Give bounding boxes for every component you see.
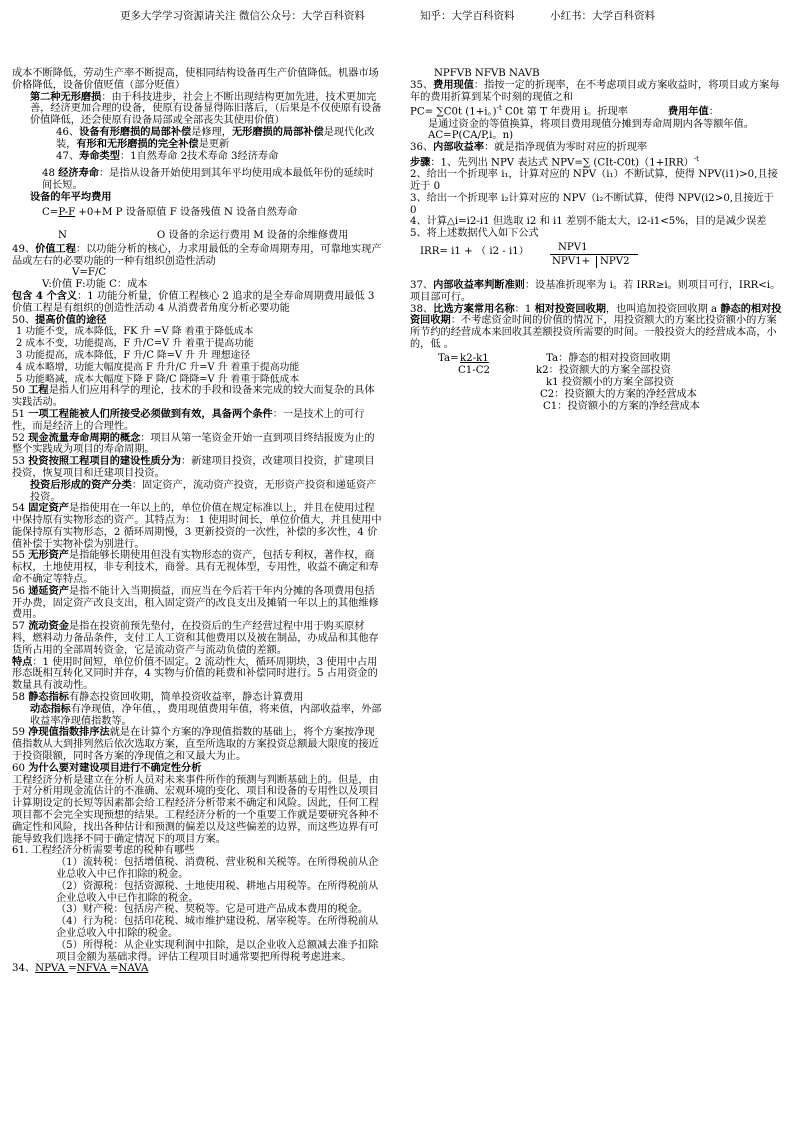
- para-annual-cost: 是通过资金的等值换算，将项目费用现值分摊到寿命周期内各等额年值。 AC=P(CA/P,i。n): [428, 118, 754, 142]
- right-column: [410, 68, 782, 411]
- tax-4: （4）行为税：包括印花税、城市维护建设税、屠宰税等。在所得税前从企业总收入中扣除的税金。: [56, 916, 379, 939]
- para-51: 51 一项工程能被人们所接受必须做到有效，具备两个条件：一是技术上的可行性，而是经济上的合理性。: [12, 407, 365, 432]
- header-wechat: 更多大学学习资源请关注 微信公众号：大学百科资料: [120, 10, 365, 22]
- formula-annual-cost: C=P-F +0+M P 设备原值 F 设备残值 N 设备自然寿命: [42, 206, 298, 218]
- path-4: 4 成本略增，功能大幅度提高 F 升升/C 升=V 升 着重于提高功能: [16, 361, 300, 373]
- para-57: 57 流动资金是指在投资前预先垫付，在投资后的生产经营过程中用于购买原材料，燃料动力备品条件，支付工人工资和其他费用以及被在制品，办成品和其他存货所占用的全部周转资金，它是流动资产与流动负债的差额。: [12, 620, 379, 656]
- page-header: [0, 8, 793, 24]
- para-46: 46、设备有形磨损的局部补偿是修理，无形磨损的局部补偿是现代化改装，有形和无形磨损的完全补偿是更新: [56, 125, 375, 150]
- step-3: 3、给出一个折现率 i₂计算对应的 NPV（i₂不断试算，使得 NPV(i2>0,且接近于 0: [410, 192, 774, 216]
- formula-annual-cost-vars: N O 设备的余运行费用 M 设备的余维修费用: [58, 229, 349, 241]
- step-2: 2、给出一个折现率 i₁，计算对应的 NPV（i₁）不断试算，使得 NPV(i1)>0,且接近于 0: [410, 169, 778, 192]
- para-38: 38、比选方案常用名称：1 相对投资回收期，也叫追加投资回收期 a 静态的相对投资回收期：不考虑资金时间的价值的情况下，用投资额大的方案比投资额小的方案所节约的经营成本来回收其差额投资所需要的时间。一般投资大的经营成本高，小的，低 。: [410, 302, 782, 350]
- formula-value-vars: V:价值 F:功能 C：成本: [42, 279, 148, 291]
- para-36: 36、内部收益率：就是指净现值为零时对应的折现率: [410, 141, 648, 154]
- para-58: 58 静态指标有静态投资回收期，简单投资收益率，静态计算费用: [12, 691, 304, 704]
- para-47: 47、寿命类型：1自然寿命 2技术寿命 3经济寿命: [56, 149, 279, 162]
- para-53: 53 投资按照工程项目的建设性质分为：新建项目投资，改建项目投资，扩建项目投资，恢复项目和迁建项目投资。: [12, 455, 375, 479]
- tax-1: （1）流转税：包括增值税、消费税、营业税和关税等。在所得税前从企业总收入中已作扣除的税金。: [56, 857, 379, 880]
- heading-61: 61. 工程经济分析需要考虑的税种有哪些: [12, 845, 195, 857]
- formula-irr: IRR= i1 + （ i2 - i1） NPV1 NPV1+ NPV2: [410, 242, 782, 280]
- heading-50: 50、提高价值的途径: [12, 313, 107, 326]
- header-zhihu: 知乎：大学百科资料: [420, 10, 515, 22]
- para-35: 35、费用现值：指按一定的折现率，在不考虑项目或方案收益时，将项目或方案每年的费用折算到某个时刻的现值之和: [410, 78, 780, 103]
- para-asset-types: 投资后形成的资产分类：固定资产，流动资产投资，无形资产投资和递延资产投资。: [30, 478, 377, 503]
- para-37: 37、内部收益率判断准则：设基准折现率为 i。若 IRR≥i。则项目可行，IRR<i。项目部可行。: [410, 278, 781, 303]
- para-49: 49、价值工程：以功能分析的核心，力求用最低的全寿命周期寿用，可靠地实现产品或左右的必要功能的一种有组织创造性活动: [12, 242, 382, 267]
- para-34: 34、NPVA =NFVA =NAVA: [12, 963, 149, 975]
- formula-pc: PC= ∑C0t (1+i。)$^{-t}$ C0t 第 T 年费用 i。折现率 费用年值：: [410, 104, 719, 118]
- para-meanings: 包含 4 个含义：1 功能分析量，价值工程核心 2 追求的是全寿命周期费用最低 3 价值工程是有组织的创造性活动 4 从消费者角度分析必要功能: [12, 289, 375, 314]
- formula-value: V=F/C: [72, 267, 107, 279]
- path-3: 3 功能提高，成本降低，F 升/C 降=V 升 升 理想途径: [16, 349, 251, 361]
- step-1: 步骤：1、先列出 NPV 表达式 NPV=∑ $(CIt-C0t)(1+IRR)^{-t}$: [410, 154, 699, 169]
- tax-3: （3）财产税：包括房产税、契税等。它是可进产品成本费用的税金。: [56, 904, 369, 916]
- path-1: 1 功能不变，成本降低，FK 升 =V 降 着重于降低成本: [16, 326, 254, 338]
- para-50-engineering: 50 工程是指人们应用科学的理论，技术的手段和设备来完成的较大而复杂的具体实践活动。: [12, 384, 375, 409]
- para-56: 56 递延资产是指不能计入当期损益，而应当在今后若干年内分摊的各项费用包括开办费，固定资产改良支出，租入固定资产的改良支出及摊销一年以上的其他维修费用。: [12, 584, 379, 621]
- path-5: 5 功能略减，成本大幅度下降 F 降/C 降降=V 升 着重于降低成本: [16, 373, 300, 385]
- para-dynamic: 动态指标有净现值，净年值，，费用现值费用年值，将来值，内部收益率，外部收益率净现值指数等。: [30, 702, 382, 727]
- heading-annual-cost: 设备的年平均费用: [30, 190, 112, 203]
- para-59: 59 净现值指数排序法就是在计算个方案的净现值指数的基础上，将个方案按净现值指数从大到排列然后依次选取方案，直至所选取的方案投资总额最大限度的接近于投资限额，同时各方案的净现值之和又最大为止。: [12, 726, 379, 763]
- left-column: [12, 68, 384, 975]
- para-features: 特点：1 使用时间短，单位价值不固定。2 流动性大，循环周期块，3 使用中占用形态既相互转化又同时并存，4 实物与价值的耗费和补偿同时进行。5 占用资金的数量具有波动性。: [12, 655, 378, 692]
- para-52: 52 现金流量寿命周期的概念：项目从第一笔资金开始一直到项目终结报废为止的整个实践成为项目的寿命周期。: [12, 431, 375, 456]
- header-xiaohongshu: 小红书：大学百科资料: [550, 10, 655, 22]
- para-60: 工程经济分析是建立在分析人员对未来事件所作的预测与判断基础上的。但是，由于对分析用现金流估计的不准确、宏观环境的变化、项目和设备的专用性以及项目计算期设定的长短等因素都会给工程经济分析带来不确定和风险。因此，任何工程项目都不会完全实现预想的结果。工程经济分析的一个重要工作就是要研究各种不确定性和风险，找出各种估计和预测的偏差以及这些偏差的边界，而这些边界有可能导致我们选择不同于确定情况下的项目方案。: [12, 774, 379, 845]
- step-4: 4、计算△i=i2-i1 但选取 i2 和 i1 差别不能太大，i2-i1<5%，目的是减少误差: [410, 216, 767, 228]
- para-55: 55 无形资产是指能够长期使用但没有实物形态的资产，包括专利权，著作权，商标权，土地使用权，非专利技术，商誉。具有无视体型，专用性，收益不确定和寿命不确定等特点。: [12, 549, 379, 586]
- path-2: 2 成本不变，功能提高，F 升/C=V 升 着重于提高功能: [16, 338, 254, 350]
- para-intangible-wear-2: 第二种无形磨损：由于科技进步，社会上不断出现结构更加先进，技术更加完善，经济更加合理的设备，使原有设备显得陈旧落后，（后果是不仅使原有设备价值降低，还会使原有设备局部或全部丧失其使用价值）: [30, 90, 382, 127]
- para-48: 48 经济寿命：是指从设备开始使用到其年平均使用成本最低年份的延续时间长短。: [42, 167, 375, 192]
- heading-60: 60 为什么要对建设项目进行不确定性分析: [12, 761, 202, 774]
- tax-5: （5）所得税：从企业实现利润中扣除，是以企业收入总额减去准予扣除项目金额为基础求得。评估工程项目时通常要把所得税考虑进来。: [56, 939, 379, 963]
- formula-ta: Ta= k2-k1 C1-C2 Ta：静态的相对投资回收期 k2：投资额大的方案全部投资 k1 投资额小的方案全部投资 C2：投资额大的方案的净经营成本 C1：投资额小的方案的净经营成本: [438, 352, 700, 412]
- para-tangible-wear-1: 成本不断降低，劳动生产率不断提高，使相同结构设备再生产价值降低。机器市场价格降低，设备价值贬值（部分贬值）: [12, 68, 379, 91]
- para-54: 54 固定资产是指使用在一年以上的，单位价值在规定标准以上，并且在使用过程中保持原有实物形态的资产。其特点为： 1 使用时间长，单位价值大，并且使用中能保持原有实物形态，2 循环周期慢，3 更新投资的一次性，补偿的多次性，4 价值补偿于实物补偿为别进行。: [12, 502, 382, 550]
- para-34-cont: NPFVB NFVB NAVB: [434, 68, 540, 79]
- step-5: 5、将上述数据代入如下公式: [410, 228, 539, 240]
- tax-2: （2）资源税：包括资源税、土地使用税、耕地占用税等。在所得税前从企业总收入中已作扣除的税金。: [56, 880, 379, 904]
